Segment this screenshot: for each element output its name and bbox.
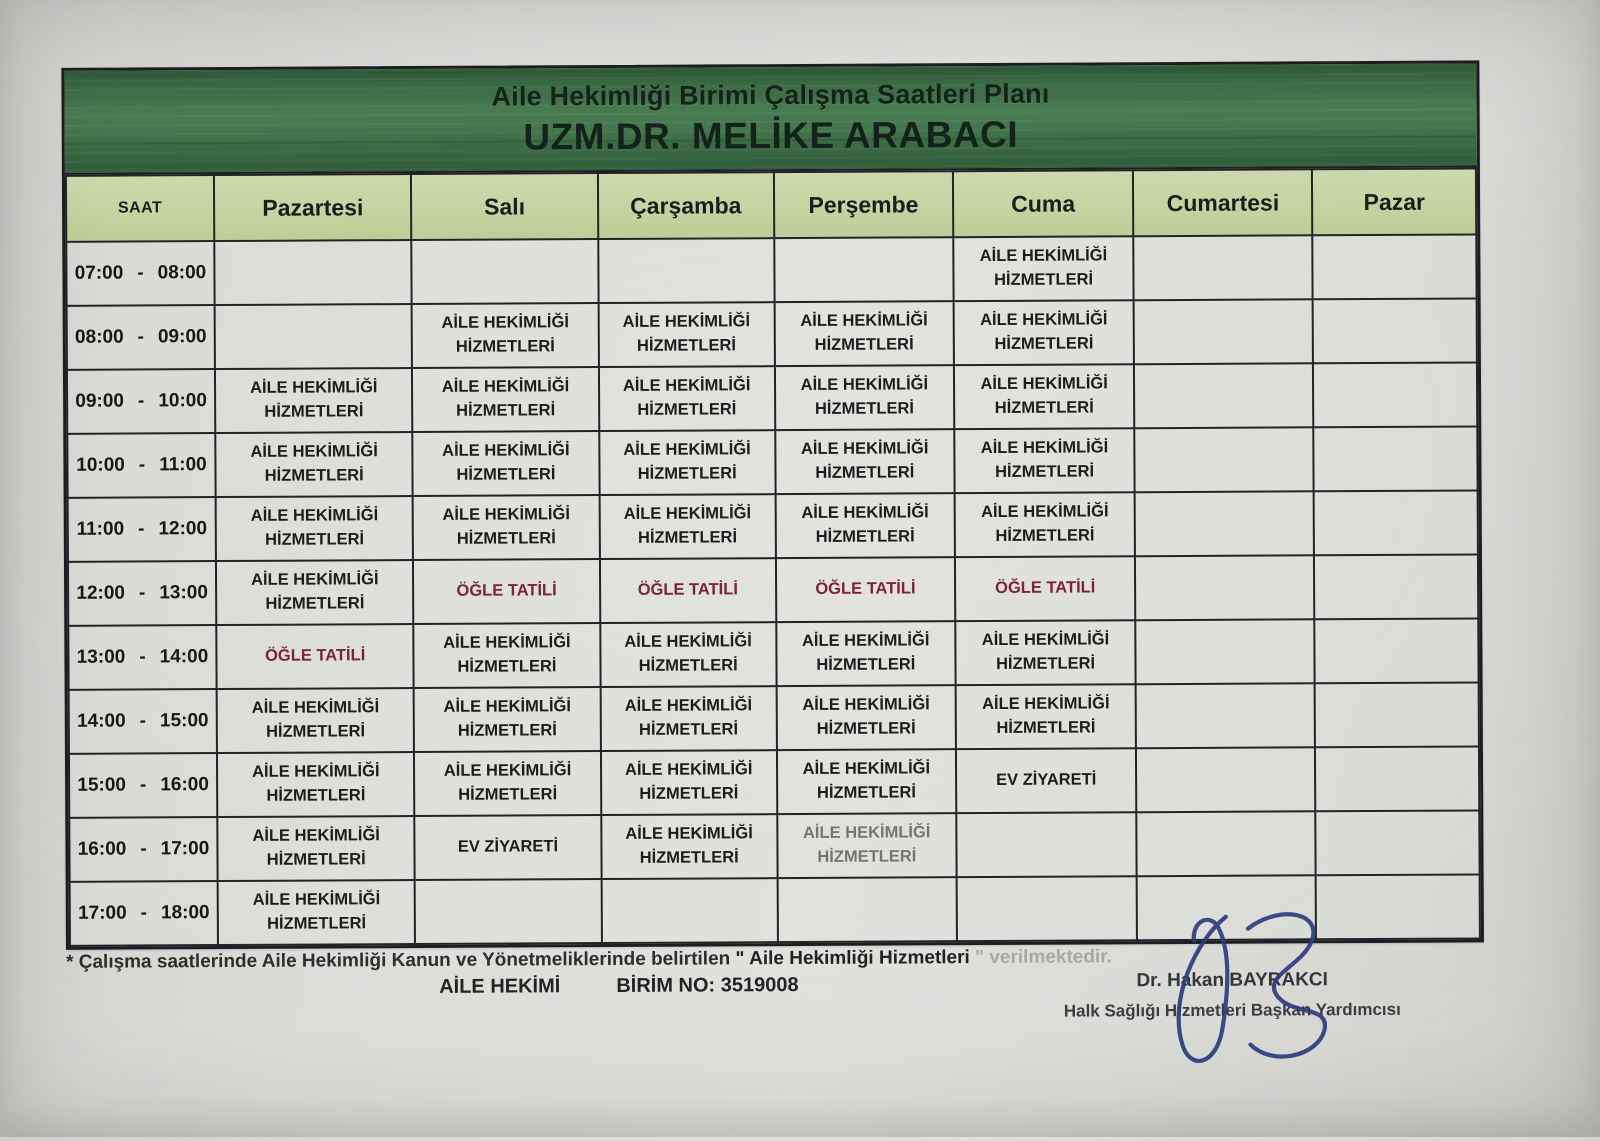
schedule-row xyxy=(68,618,1478,689)
schedule-table-frame xyxy=(61,60,1484,949)
signature xyxy=(1130,902,1361,1088)
schedule-cell xyxy=(412,239,598,304)
schedule-cell xyxy=(955,684,1136,749)
schedule-row xyxy=(69,682,1479,753)
cell-text: ÖĞLE TATİLİ xyxy=(815,579,916,598)
time-text: 12:00 xyxy=(76,582,126,604)
schedule-cell xyxy=(600,750,777,815)
schedule-row xyxy=(69,746,1479,817)
schedule-cell xyxy=(953,236,1134,301)
cell-text: AİLE HEKİMLİĞİ HİZMETLERİ xyxy=(443,633,571,676)
doctor-name: UZM.DR. MELİKE ARABACI xyxy=(523,113,1019,158)
column-header: Perşembe xyxy=(774,171,953,238)
schedule-cell xyxy=(600,622,777,687)
time-cell xyxy=(66,241,214,306)
time-text: 14:00 xyxy=(76,710,126,732)
schedule-cell xyxy=(412,303,598,368)
time-text: 10:00 xyxy=(76,454,125,476)
cell-text: AİLE HEKİMLİĞİ HİZMETLERİ xyxy=(441,377,570,420)
footnote-faded-tail: " verilmektedir. xyxy=(969,946,1112,969)
time-text: - xyxy=(140,838,147,860)
cell-text: AİLE HEKİMLİĞİ HİZMETLERİ xyxy=(252,826,380,869)
schedule-row xyxy=(69,810,1479,881)
schedule-cell xyxy=(413,559,599,624)
schedule-cell xyxy=(1315,618,1479,683)
time-text: 16:00 xyxy=(160,774,209,796)
schedule-cell xyxy=(955,620,1136,685)
footnote-prefix: * Çalışma saatlerinde Aile Hekimliği Kanun ve Yönetmeliklerinde belirtilen xyxy=(65,948,736,973)
cell-text: EV ZİYARETİ xyxy=(996,770,1097,790)
cell-text: AİLE HEKİMLİĞİ HİZMETLERİ xyxy=(622,376,751,419)
time-cell xyxy=(67,369,215,434)
cell-text: EV ZİYARETİ xyxy=(457,837,559,856)
time-text: - xyxy=(138,582,146,604)
schedule-cell xyxy=(217,752,415,817)
cell-text: AİLE HEKİMLİĞİ HİZMETLERİ xyxy=(979,246,1108,289)
cell-text: AİLE HEKİMLİĞİ HİZMETLERİ xyxy=(623,440,751,483)
schedule-cell xyxy=(215,368,413,433)
time-text: 13:00 xyxy=(159,582,208,604)
cell-text: AİLE HEKİMLİĞİ HİZMETLERİ xyxy=(252,762,380,805)
schedule-cell xyxy=(1316,810,1480,875)
schedule-cell xyxy=(1315,682,1479,747)
column-header: Çarşamba xyxy=(597,172,774,239)
cell-text: AİLE HEKİMLİĞİ HİZMETLERİ xyxy=(442,505,570,548)
schedule-cell xyxy=(955,556,1136,621)
schedule-cell xyxy=(774,237,953,302)
time-text: - xyxy=(139,646,146,668)
schedule-cell xyxy=(215,304,413,369)
time-text: - xyxy=(139,710,147,732)
cell-text: AİLE HEKİMLİĞİ HİZMETLERİ xyxy=(802,759,931,802)
time-text: - xyxy=(138,518,145,540)
schedule-cell xyxy=(414,751,600,816)
schedule-row xyxy=(68,554,1478,625)
footnote-highlight: " Aile Hekimliği Hizmetleri xyxy=(735,947,970,970)
time-cell xyxy=(68,561,216,626)
schedule-row xyxy=(67,362,1477,433)
time-text: 08:00 xyxy=(157,262,207,284)
time-cell xyxy=(68,497,216,562)
time-text: - xyxy=(137,390,145,412)
schedule-cell xyxy=(1135,491,1314,556)
schedule-cell xyxy=(413,431,599,496)
time-text: - xyxy=(138,454,146,476)
schedule-cell xyxy=(599,494,776,559)
time-text: 18:00 xyxy=(160,902,210,924)
time-cell xyxy=(69,817,217,882)
schedule-cell xyxy=(956,812,1137,877)
schedule-cell xyxy=(415,815,601,880)
cell-text: ÖĞLE TATİLİ xyxy=(265,646,366,665)
time-text: 14:00 xyxy=(159,646,209,668)
plan-title: Aile Hekimliği Birimi Çalışma Saatleri Planı xyxy=(491,78,1050,112)
schedule-cell xyxy=(1135,555,1314,620)
schedule-cell xyxy=(216,496,414,561)
cell-text: AİLE HEKİMLİĞİ HİZMETLERİ xyxy=(801,503,929,546)
cell-text: AİLE HEKİMLİĞİ HİZMETLERİ xyxy=(981,502,1109,545)
schedule-cell xyxy=(214,240,412,305)
schedule-cell xyxy=(775,493,954,558)
cell-text: AİLE HEKİMLİĞİ HİZMETLERİ xyxy=(252,890,381,933)
cell-text: AİLE HEKİMLİĞİ HİZMETLERİ xyxy=(622,312,751,355)
schedule-cell xyxy=(777,813,956,878)
schedule-cell xyxy=(776,557,955,622)
cell-text: AİLE HEKİMLİĞİ HİZMETLERİ xyxy=(980,310,1108,353)
time-text: 17:00 xyxy=(77,902,127,924)
footnote xyxy=(66,946,1112,973)
time-text: 11:00 xyxy=(76,518,125,540)
time-text: 15:00 xyxy=(77,774,127,796)
cell-text: AİLE HEKİMLİĞİ HİZMETLERİ xyxy=(251,570,379,613)
schedule-cell xyxy=(1137,811,1316,876)
time-text: 15:00 xyxy=(159,710,209,732)
cell-text: AİLE HEKİMLİĞİ HİZMETLERİ xyxy=(980,438,1109,481)
schedule-cell xyxy=(599,558,776,623)
time-text: 08:00 xyxy=(74,326,124,348)
cell-text: AİLE HEKİMLİĞİ HİZMETLERİ xyxy=(250,442,378,485)
schedule-table xyxy=(65,167,1481,946)
time-cell xyxy=(69,753,217,818)
schedule-cell xyxy=(1313,298,1477,363)
cell-text: AİLE HEKİMLİĞİ HİZMETLERİ xyxy=(443,761,572,804)
schedule-cell xyxy=(1136,683,1315,748)
schedule-cell xyxy=(413,495,599,560)
cell-text: AİLE HEKİMLİĞİ HİZMETLERİ xyxy=(441,313,569,356)
cell-text: AİLE HEKİMLİĞİ HİZMETLERİ xyxy=(800,439,929,482)
column-header: Pazartesi xyxy=(214,174,412,241)
time-text: 09:00 xyxy=(75,390,125,412)
time-text: - xyxy=(137,262,144,284)
schedule-cell xyxy=(598,238,775,303)
schedule-cell xyxy=(600,686,777,751)
cell-text: AİLE HEKİMLİĞİ HİZMETLERİ xyxy=(623,504,752,547)
schedule-cell xyxy=(776,621,955,686)
cell-text: AİLE HEKİMLİĞİ HİZMETLERİ xyxy=(625,824,753,867)
time-text: 16:00 xyxy=(77,838,127,860)
schedule-cell xyxy=(777,877,956,942)
time-text: 17:00 xyxy=(160,838,210,860)
signer-title: Halk Sağlığı Hizmetleri Başkan Yardımcısı xyxy=(1063,999,1401,1021)
schedule-cell xyxy=(216,624,414,689)
signer-name: Dr. Hakan BAYRAKCI xyxy=(1136,969,1328,992)
schedule-cell xyxy=(1134,235,1313,300)
time-cell xyxy=(69,689,217,754)
schedule-cell xyxy=(414,687,600,752)
unit-no-label: BİRİM NO: 3519008 xyxy=(616,974,799,997)
cell-text: ÖĞLE TATİLİ xyxy=(456,581,557,600)
cell-text: ÖĞLE TATİLİ xyxy=(637,580,738,599)
cell-text: AİLE HEKİMLİĞİ HİZMETLERİ xyxy=(982,694,1110,737)
column-header: Pazar xyxy=(1312,168,1476,235)
schedule-cell xyxy=(775,365,954,430)
schedule-cell xyxy=(414,623,600,688)
title-band xyxy=(64,63,1477,174)
time-cell xyxy=(70,881,218,946)
time-text: 10:00 xyxy=(158,390,207,412)
cell-text: AİLE HEKİMLİĞİ HİZMETLERİ xyxy=(800,311,928,354)
schedule-cell xyxy=(215,432,413,497)
schedule-cell xyxy=(217,816,415,881)
cell-text: AİLE HEKİMLİĞİ HİZMETLERİ xyxy=(801,631,930,674)
cell-text: AİLE HEKİMLİĞİ HİZMETLERİ xyxy=(980,374,1108,417)
time-cell xyxy=(67,305,215,370)
schedule-cell xyxy=(1136,747,1315,812)
schedule-cell xyxy=(1314,426,1478,491)
time-text: 13:00 xyxy=(76,646,126,668)
schedule-cell xyxy=(598,366,775,431)
cell-text: AİLE HEKİMLİĞİ HİZMETLERİ xyxy=(442,441,570,484)
schedule-cell xyxy=(1134,299,1313,364)
cell-text: AİLE HEKİMLİĞİ HİZMETLERİ xyxy=(624,760,753,803)
cell-text: AİLE HEKİMLİĞİ HİZMETLERİ xyxy=(800,375,929,418)
cell-text: AİLE HEKİMLİĞİ HİZMETLERİ xyxy=(250,506,379,549)
time-cell xyxy=(68,625,216,690)
schedule-cell xyxy=(954,428,1135,493)
schedule-cell xyxy=(216,560,414,625)
schedule-cell xyxy=(1313,234,1477,299)
schedule-cell xyxy=(415,879,601,944)
cell-text: AİLE HEKİMLİĞİ HİZMETLERİ xyxy=(251,698,380,741)
schedule-cell xyxy=(601,814,778,879)
time-text: - xyxy=(140,902,148,924)
schedule-cell xyxy=(1136,619,1315,684)
schedule-cell xyxy=(218,880,416,945)
column-header: Cuma xyxy=(953,170,1134,237)
column-header: SAAT xyxy=(66,175,214,242)
time-text: 12:00 xyxy=(158,518,208,540)
schedule-cell xyxy=(954,364,1135,429)
cell-text: AİLE HEKİMLİĞİ HİZMETLERİ xyxy=(802,823,931,866)
schedule-cell xyxy=(1135,427,1314,492)
time-text: 11:00 xyxy=(159,454,207,476)
schedule-cell xyxy=(956,748,1137,813)
schedule-cell xyxy=(777,749,956,814)
schedule-cell xyxy=(217,688,415,753)
schedule-cell xyxy=(601,878,778,943)
role-label: AİLE HEKİMİ xyxy=(439,975,561,998)
schedule-row xyxy=(66,234,1476,305)
schedule-cell xyxy=(598,302,775,367)
time-text: - xyxy=(139,774,147,796)
footer-left xyxy=(439,974,799,999)
schedule-row xyxy=(68,490,1478,561)
schedule-cell xyxy=(954,492,1135,557)
schedule-row xyxy=(67,298,1477,369)
time-text: - xyxy=(137,326,145,348)
schedule-row xyxy=(67,426,1477,497)
schedule-cell xyxy=(1134,363,1313,428)
schedule-cell xyxy=(1314,554,1478,619)
schedule-cell xyxy=(599,430,776,495)
schedule-cell xyxy=(953,300,1134,365)
column-header: Salı xyxy=(411,173,597,240)
schedule-cell xyxy=(776,685,955,750)
header-row xyxy=(66,168,1476,241)
cell-text: AİLE HEKİMLİĞİ HİZMETLERİ xyxy=(624,632,752,675)
schedule-cell xyxy=(1315,746,1479,811)
cell-text: AİLE HEKİMLİĞİ HİZMETLERİ xyxy=(802,695,930,738)
time-text: 07:00 xyxy=(74,262,124,284)
time-text: 09:00 xyxy=(157,326,207,348)
schedule-cell xyxy=(775,429,954,494)
time-cell xyxy=(67,433,215,498)
cell-text: ÖĞLE TATİLİ xyxy=(995,578,1096,598)
cell-text: AİLE HEKİMLİĞİ HİZMETLERİ xyxy=(250,378,378,421)
cell-text: AİLE HEKİMLİĞİ HİZMETLERİ xyxy=(981,630,1110,673)
column-header: Cumartesi xyxy=(1133,169,1312,236)
schedule-cell xyxy=(1314,490,1478,555)
schedule-cell xyxy=(956,876,1137,941)
cell-text: AİLE HEKİMLİĞİ HİZMETLERİ xyxy=(443,697,571,740)
schedule-cell xyxy=(774,301,953,366)
schedule-cell xyxy=(412,367,598,432)
schedule-cell xyxy=(1313,362,1477,427)
cell-text: AİLE HEKİMLİĞİ HİZMETLERİ xyxy=(624,696,753,739)
